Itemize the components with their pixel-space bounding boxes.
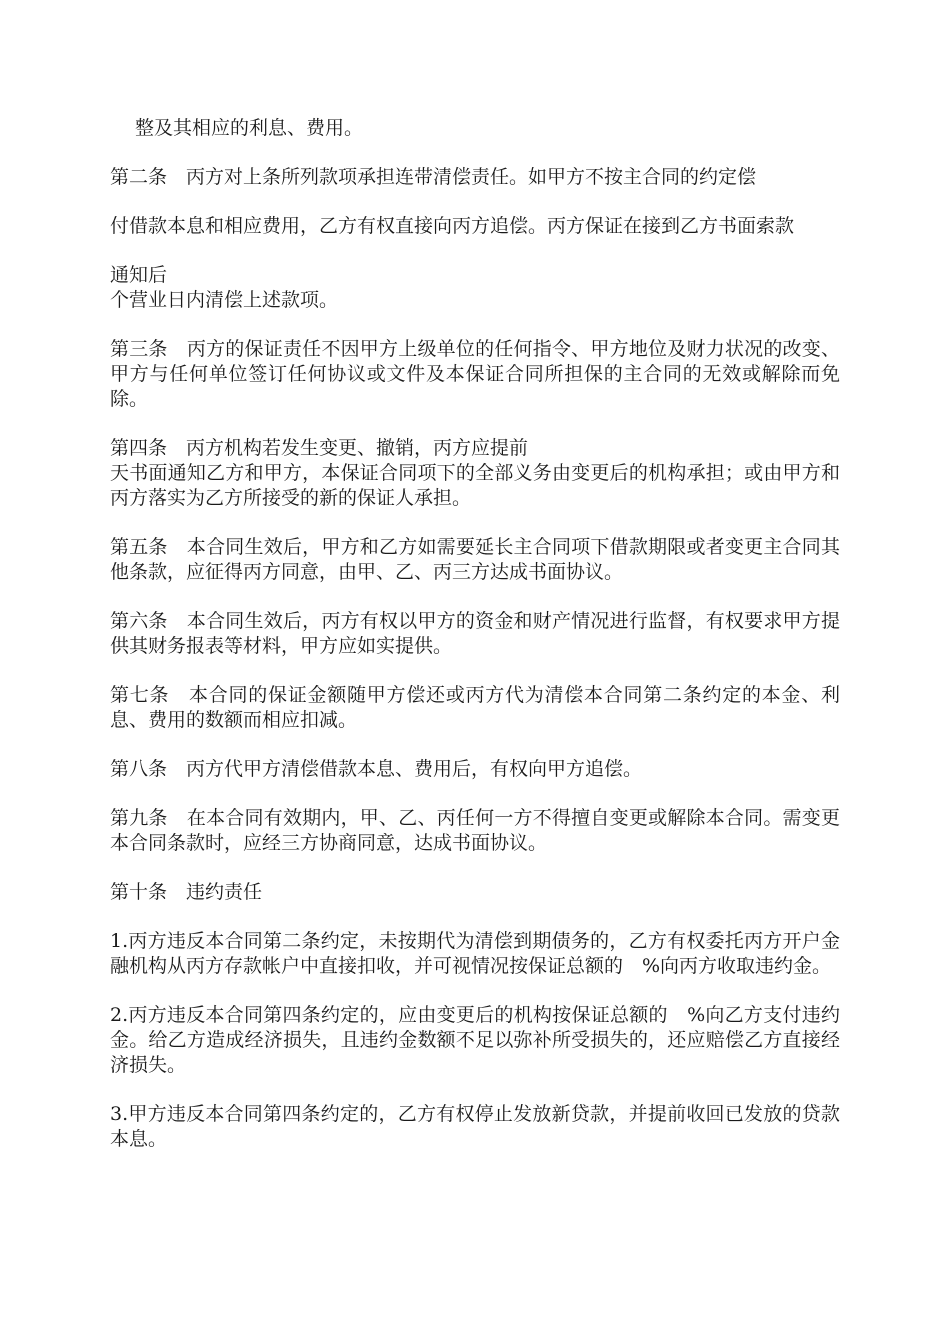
liability-item-2: 2.丙方违反本合同第四条约定的，应由变更后的机构按保证总额的 %向乙方支付违约金。给乙方造成经济损失，且违约金数额不足以弥补所受损失的，还应赔偿乙方直接经济损失。 [110, 1004, 840, 1076]
liability-item-1: 1.丙方违反本合同第二条约定，未按期代为清偿到期债务的，乙方有权委托丙方开户金融机构从丙方存款帐户中直接扣收，并可视情况按保证总额的 %向丙方收取违约金。 [110, 930, 840, 977]
article-10-heading: 第十条 违约责任 [110, 881, 263, 903]
article-8: 第八条 丙方代甲方清偿借款本息、费用后，有权向甲方追偿。 [110, 758, 643, 780]
article-9: 第九条 在本合同有效期内，甲、乙、丙任何一方不得擅自变更或解除本合同。需变更本合同条款时，应经三方协商同意，达成书面协议。 [110, 807, 840, 854]
article-4-line-1: 第四条 丙方机构若发生变更、撤销，丙方应提前 [110, 437, 529, 459]
article-2-line-3: 通知后 [110, 264, 168, 286]
article-7: 第七条 本合同的保证金额随甲方偿还或丙方代为清偿本合同第二条约定的本金、利息、费用的数额而相应扣减。 [110, 684, 840, 731]
article-4-line-2: 天书面通知乙方和甲方，本保证合同项下的全部义务由变更后的机构承担；或由甲方和丙方落实为乙方所接受的新的保证人承担。 [110, 462, 840, 509]
article-6: 第六条 本合同生效后，丙方有权以甲方的资金和财产情况进行监督，有权要求甲方提供其财务报表等材料，甲方应如实提供。 [110, 610, 840, 657]
article-2-line-4: 个营业日内清偿上述款项。 [110, 289, 339, 311]
article-2-line-2: 付借款本息和相应费用，乙方有权直接向丙方追偿。丙方保证在接到乙方书面索款 [110, 215, 795, 237]
liability-item-3: 3.甲方违反本合同第四条约定的，乙方有权停止发放新贷款，并提前收回已发放的贷款本息。 [110, 1103, 840, 1150]
document-page [110, 116, 840, 1176]
article-2-line-1: 第二条 丙方对上条所列款项承担连带清偿责任。如甲方不按主合同的约定偿 [110, 166, 757, 188]
article-5: 第五条 本合同生效后，甲方和乙方如需要延长主合同项下借款期限或者变更主合同其他条款，应征得丙方同意，由甲、乙、丙三方达成书面协议。 [110, 536, 840, 583]
paragraph-continuation: 整及其相应的利息、费用。 [135, 117, 364, 139]
article-3: 第三条 丙方的保证责任不因甲方上级单位的任何指令、甲方地位及财力状况的改变、甲方与任何单位签订任何协议或文件及本保证合同所担保的主合同的无效或解除而免除。 [110, 338, 840, 410]
